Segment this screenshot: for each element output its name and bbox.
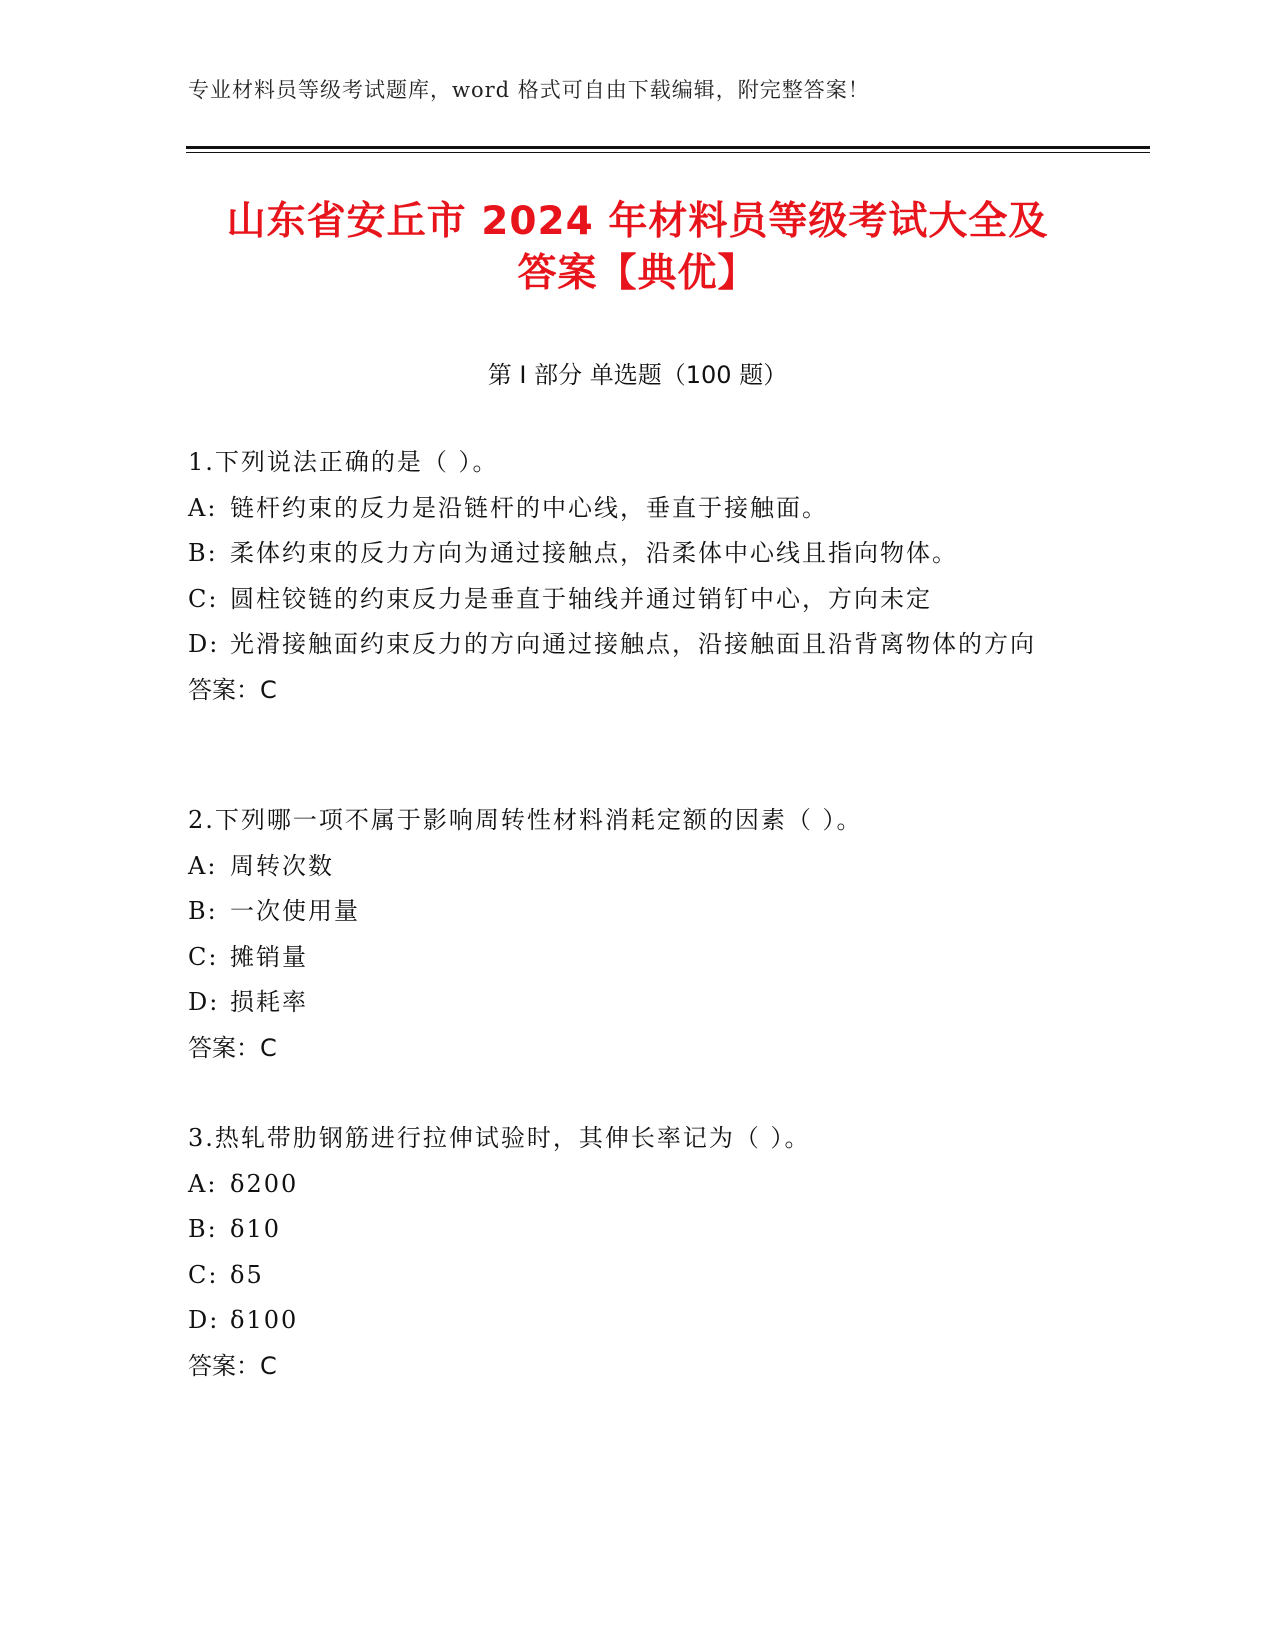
document-title [0, 196, 1275, 300]
option-key: C: [188, 942, 219, 971]
answer-line: 答案：C [188, 675, 277, 704]
option-text: 损耗率 [230, 988, 308, 1016]
document-title-line-1: 山东省安丘市 2024 年材料员等级考试大全及 [226, 199, 1049, 244]
option-b [188, 1207, 1088, 1253]
option-a [188, 844, 1088, 890]
question-2 [188, 798, 1088, 1071]
option-text: 一次使用量 [230, 897, 360, 925]
option-d [188, 980, 1088, 1026]
header-rule-thin [186, 152, 1150, 153]
header-rule-thick [186, 146, 1150, 149]
option-key: A: [188, 851, 218, 880]
option-text: δ100 [230, 1306, 299, 1334]
answer-line: 答案：C [188, 1033, 277, 1062]
option-c [188, 1253, 1088, 1299]
option-b [188, 889, 1088, 935]
option-key: B: [188, 539, 218, 567]
option-key: B: [188, 897, 218, 925]
option-text: 链杆约束的反力是沿链杆的中心线，垂直于接触面。 [230, 493, 828, 522]
option-text: 摊销量 [230, 942, 308, 971]
option-b [188, 531, 1088, 577]
option-c [188, 577, 1088, 623]
option-key: D: [188, 988, 220, 1016]
answer-line: 答案：C [188, 1351, 277, 1380]
option-key: C: [188, 1260, 219, 1289]
question-1 [188, 440, 1088, 713]
option-a [188, 486, 1088, 532]
option-text: δ10 [230, 1215, 281, 1243]
option-key: A: [188, 493, 218, 522]
option-text: 圆柱铰链的约束反力是垂直于轴线并通过销钉中心，方向未定 [230, 584, 932, 613]
option-text: δ200 [230, 1169, 299, 1198]
question-stem: 2.下列哪一项不属于影响周转性材料消耗定额的因素（ ）。 [188, 806, 863, 834]
option-text: 光滑接触面约束反力的方向通过接触点，沿接触面且沿背离物体的方向 [230, 630, 1036, 658]
question-3 [188, 1116, 1088, 1389]
option-key: D: [188, 630, 220, 658]
option-text: δ5 [230, 1260, 264, 1289]
option-key: B: [188, 1215, 218, 1243]
question-stem: 3.热轧带肋钢筋进行拉伸试验时，其伸长率记为（ ）。 [188, 1124, 811, 1152]
option-d [188, 1298, 1088, 1344]
option-c [188, 935, 1088, 981]
option-text: 周转次数 [230, 851, 334, 880]
option-key: D: [188, 1306, 220, 1334]
option-key: C: [188, 584, 219, 613]
section-heading: 第 I 部分 单选题（100 题） [487, 361, 788, 389]
document-title-line-2: 答案【典优】 [517, 251, 758, 296]
page-header-text: 专业材料员等级考试题库，word 格式可自由下载编辑，附完整答案！ [188, 78, 870, 102]
question-stem: 1.下列说法正确的是（ ）。 [188, 448, 499, 476]
option-key: A: [188, 1169, 218, 1198]
option-a [188, 1162, 1088, 1208]
option-text: 柔体约束的反力方向为通过接触点，沿柔体中心线且指向物体。 [230, 539, 958, 567]
option-d [188, 622, 1048, 668]
